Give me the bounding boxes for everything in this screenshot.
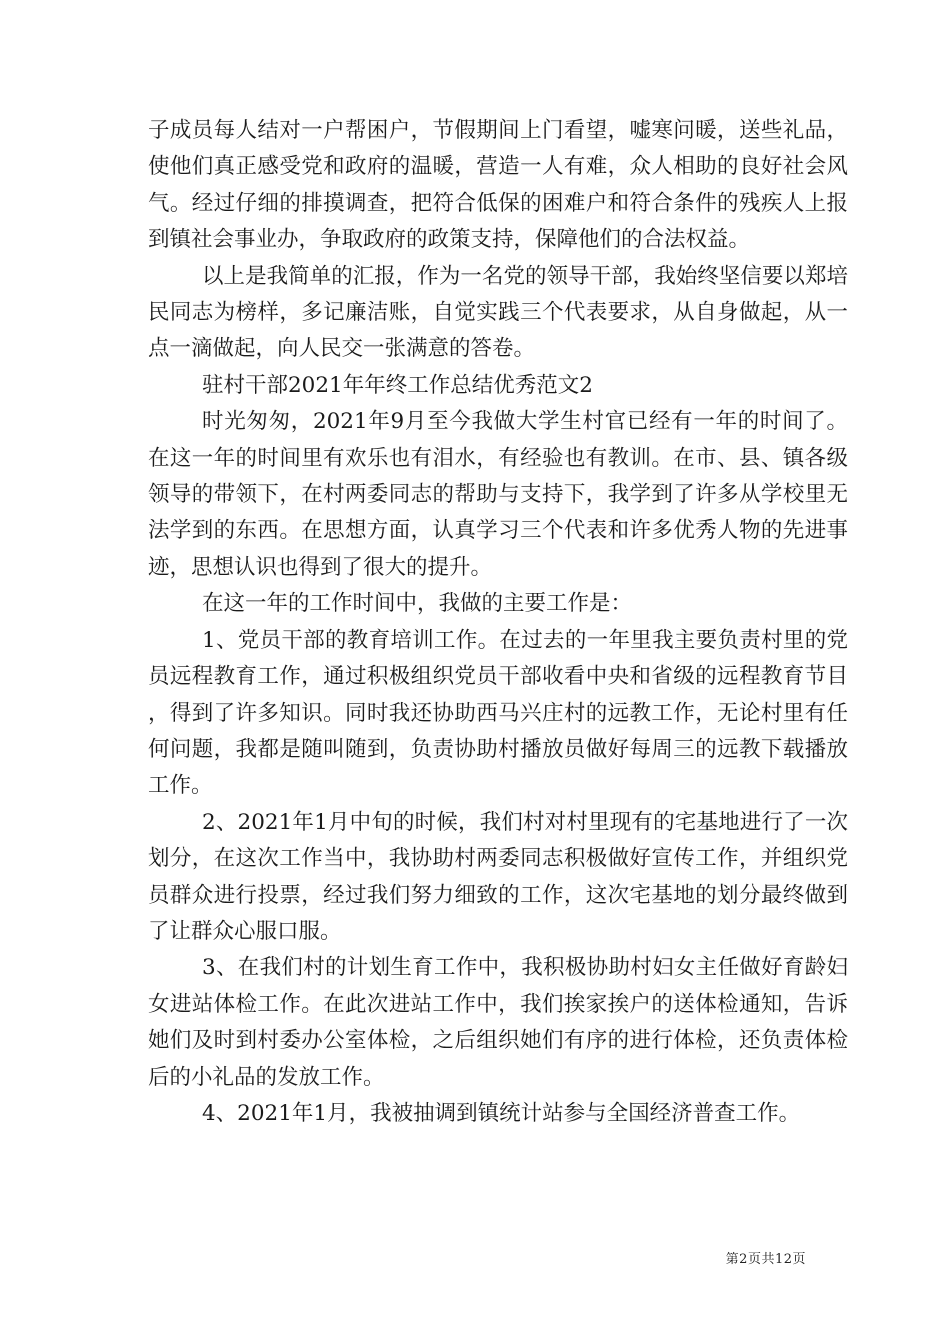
section-heading: 驻村干部2021年年终工作总结优秀范文2 <box>202 372 593 398</box>
paragraph: 在这一年的工作时间中，我做的主要工作是： <box>202 591 633 617</box>
document-body <box>148 113 848 1132</box>
list-item-paragraph: 3、在我们村的计划生育工作中，我积极协助村妇女主任做好育龄妇女进站体检工作。在此次进站工作中，我们挨家挨户的送体检通知，告诉她们及时到村委办公室体检，之后组织她们有序的进行体检，还负责体检后的小礼品的发放工作。 <box>148 955 848 1090</box>
list-item-paragraph: 1、党员干部的教育培训工作。在过去的一年里我主要负责村里的党员远程教育工作，通过积极组织党员干部收看中央和省级的远程教育节目，得到了许多知识。同时我还协助西马兴庄村的远教工作，无论村里有任何问题，我都是随叫随到，负责协助村播放员做好每周三的远教下载播放工作。 <box>148 627 848 799</box>
list-item-paragraph: 2、2021年1月中旬的时候，我们村对村里现有的宅基地进行了一次划分，在这次工作当中，我协助村两委同志积极做好宣传工作，并组织党员群众进行投票，经过我们努力细致的工作，这次宅基地的划分最终做到了让群众心服口服。 <box>148 809 848 944</box>
paragraph: 时光匆匆，2021年9月至今我做大学生村官已经有一年的时间了。在这一年的时间里有欢乐也有泪水，有经验也有教训。在市、县、镇各级领导的带领下，在村两委同志的帮助与支持下，我学到了许多从学校里无法学到的东西。在思想方面，认真学习三个代表和许多优秀人物的先进事迹，思想认识也得到了很大的提升。 <box>148 409 848 580</box>
paragraph: 子成员每人结对一户帮困户，节假期间上门看望，嘘寒问暖，送些礼品，使他们真正感受党和政府的温暖，营造一人有难，众人相助的良好社会风气。经过仔细的排摸调查，把符合低保的困难户和符合条件的残疾人上报到镇社会事业办，争取政府的政策支持，保障他们的合法权益。 <box>148 118 848 253</box>
list-item-paragraph: 4、2021年1月，我被抽调到镇统计站参与全国经济普查工作。 <box>202 1100 801 1126</box>
paragraph: 以上是我简单的汇报，作为一名党的领导干部，我始终坚信要以郑培民同志为榜样，多记廉洁账，自觉实践三个代表要求，从自身做起，从一点一滴做起，向人民交一张满意的答卷。 <box>148 263 848 362</box>
page-number-footer: 第2页共12页 <box>725 1252 806 1267</box>
